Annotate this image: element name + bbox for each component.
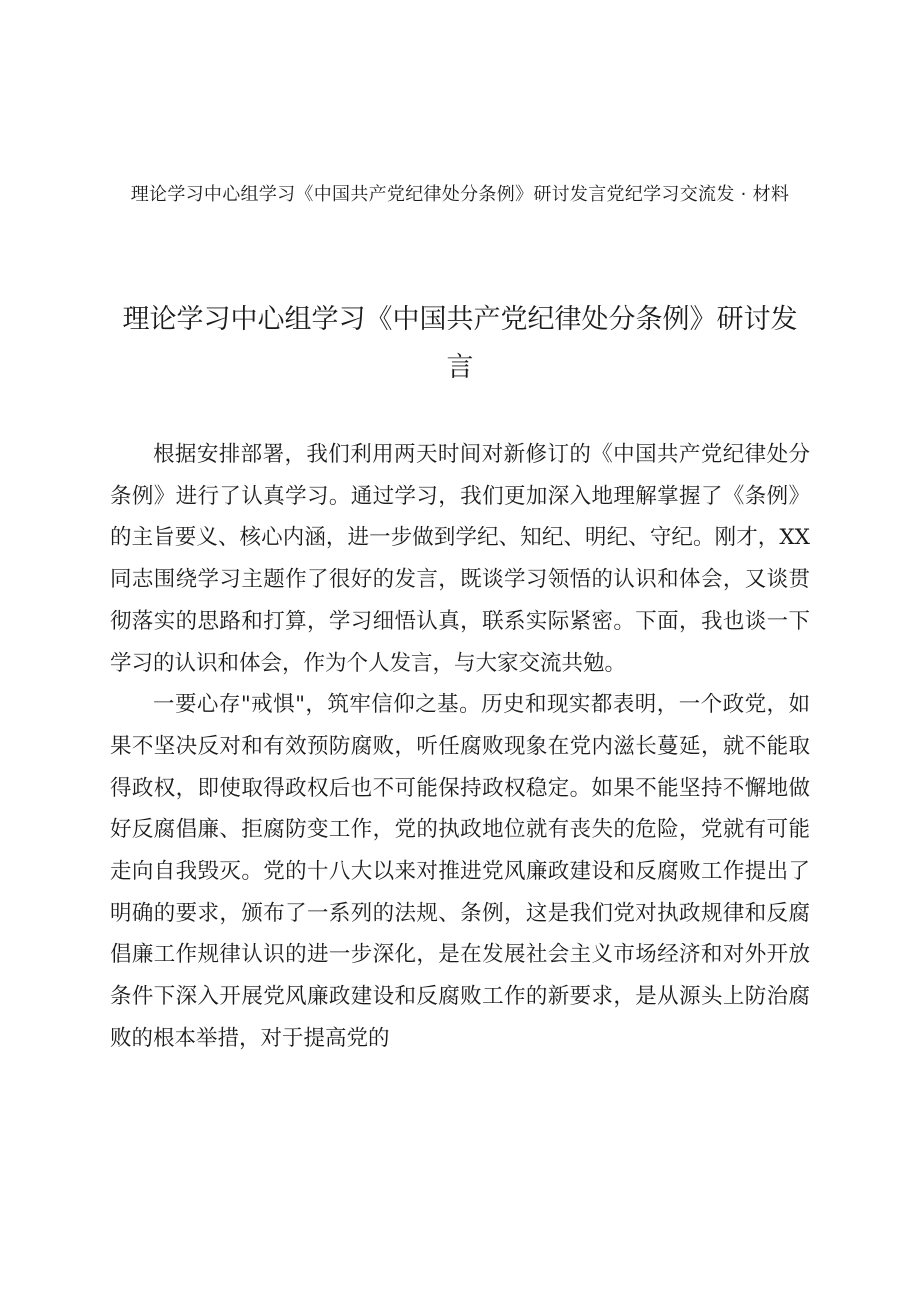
document-title: 理论学习中心组学习《中国共产党纪律处分条例》研讨发言 [122, 304, 798, 383]
paragraph-intro: 根据安排部署，我们利用两天时间对新修订的《中国共产党纪律处分条例》进行了认真学习。通过学习，我们更加深入地理解掌握了《条例》的主旨要义、核心内涵，进一步做到学纪、知纪、明纪、守纪。刚才，XX同志围绕学习主题作了很好的发言，既谈学习领悟的认识和体会，又谈贯彻落实的思路和打算，学习细悟认真，联系实际紧密。下面，我也谈一下学习的认识和体会，作为个人发言，与大家交流共勉。 [110, 442, 810, 676]
paragraph-point-one: 一要心存"戒惧"，筑牢信仰之基。历史和现实都表明，一个政党，如果不坚决反对和有效预防腐败，听任腐败现象在党内滋长蔓延，就不能取得政权，即使取得政权后也不可能保持政权稳定。如果不能坚持不懈地做好反腐倡廉、拒腐防变工作，党的执政地位就有丧失的危险，党就有可能走向自我毁灭。党的十八大以来对推进党风廉政建设和反腐败工作提出了明确的要求，颁布了一系列的法规、条例，这是我们党对执政规律和反腐倡廉工作规律认识的进一步深化，是在发展社会主义市场经济和对外开放条件下深入开展党风廉政建设和反腐败工作的新要求，是从源头上防治腐败的根本举措，对于提高党的 [110, 692, 810, 1051]
running-header: 理论学习中心组学习《中国共产党纪律处分条例》研讨发言党纪学习交流发 · 材料 [130, 184, 790, 205]
document-body [110, 434, 810, 1060]
